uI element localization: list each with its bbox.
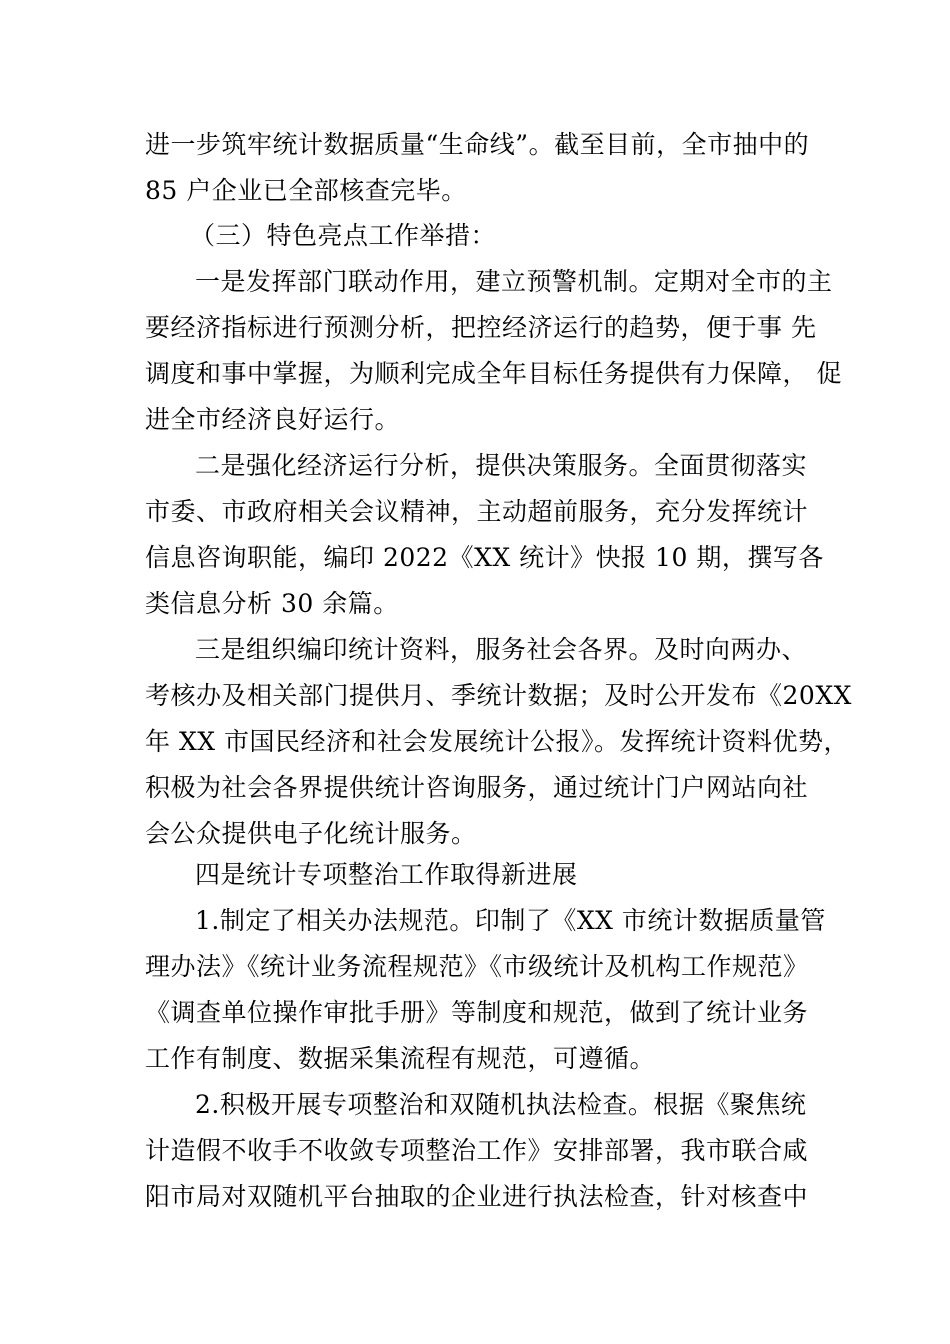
text-line: 调度和事中掌握，为顺利完成全年目标任务提供有力保障， 促 — [145, 359, 842, 388]
text-line: 信息咨询职能，编印 2022《XX 统计》快报 10 期，撰写各 — [145, 543, 824, 572]
paragraph-start: 1.制定了相关办法规范。印制了《XX 市统计数据质量管 — [195, 906, 826, 935]
text-line: 85 户企业已全部核查完毕。 — [145, 176, 467, 205]
text-line: 积极为社会各界提供统计咨询服务，通过统计门户网站向社 — [145, 773, 809, 802]
subsection-heading: 四是统计专项整治工作取得新进展 — [195, 860, 578, 889]
paragraph-start: 三是组织编印统计资料，服务社会各界。及时向两办、 — [195, 635, 808, 664]
text-line: 《调查单位操作审批手册》等制度和规范，做到了统计业务 — [145, 998, 809, 1027]
text-line: 要经济指标进行预测分析，把控经济运行的趋势，便于事 先 — [145, 313, 817, 342]
text-line: 市委、市政府相关会议精神，主动超前服务，充分发挥统计 — [145, 497, 809, 526]
section-heading: （三）特色亮点工作举措： — [190, 221, 497, 250]
text-line: 进全市经济良好运行。 — [145, 405, 401, 434]
paragraph-start: 一是发挥部门联动作用，建立预警机制。定期对全市的主 — [195, 267, 833, 296]
paragraph-start: 二是强化经济运行分析，提供决策服务。全面贯彻落实 — [195, 451, 808, 480]
text-line: 进一步筑牢统计数据质量“生命线”。截至目前，全市抽中的 — [145, 130, 810, 159]
text-line: 理办法》《统计业务流程规范》《市级统计及机构工作规范》 — [145, 952, 809, 981]
text-line: 工作有制度、数据采集流程有规范，可遵循。 — [145, 1044, 656, 1073]
paragraph-start: 2.积极开展专项整治和双随机执法检查。根据《聚焦统 — [195, 1090, 807, 1119]
text-line: 类信息分析 30 余篇。 — [145, 589, 399, 618]
text-line: 年 XX 市国民经济和社会发展统计公报》。发挥统计资料优势， — [145, 727, 849, 756]
text-line: 阳市局对双随机平台抽取的企业进行执法检查，针对核查中 — [145, 1182, 809, 1211]
text-line: 考核办及相关部门提供月、季统计数据；及时公开发布《20XX — [145, 681, 852, 710]
text-line: 会公众提供电子化统计服务。 — [145, 819, 477, 848]
text-line: 计造假不收手不收敛专项整治工作》安排部署，我市联合咸 — [145, 1136, 809, 1165]
